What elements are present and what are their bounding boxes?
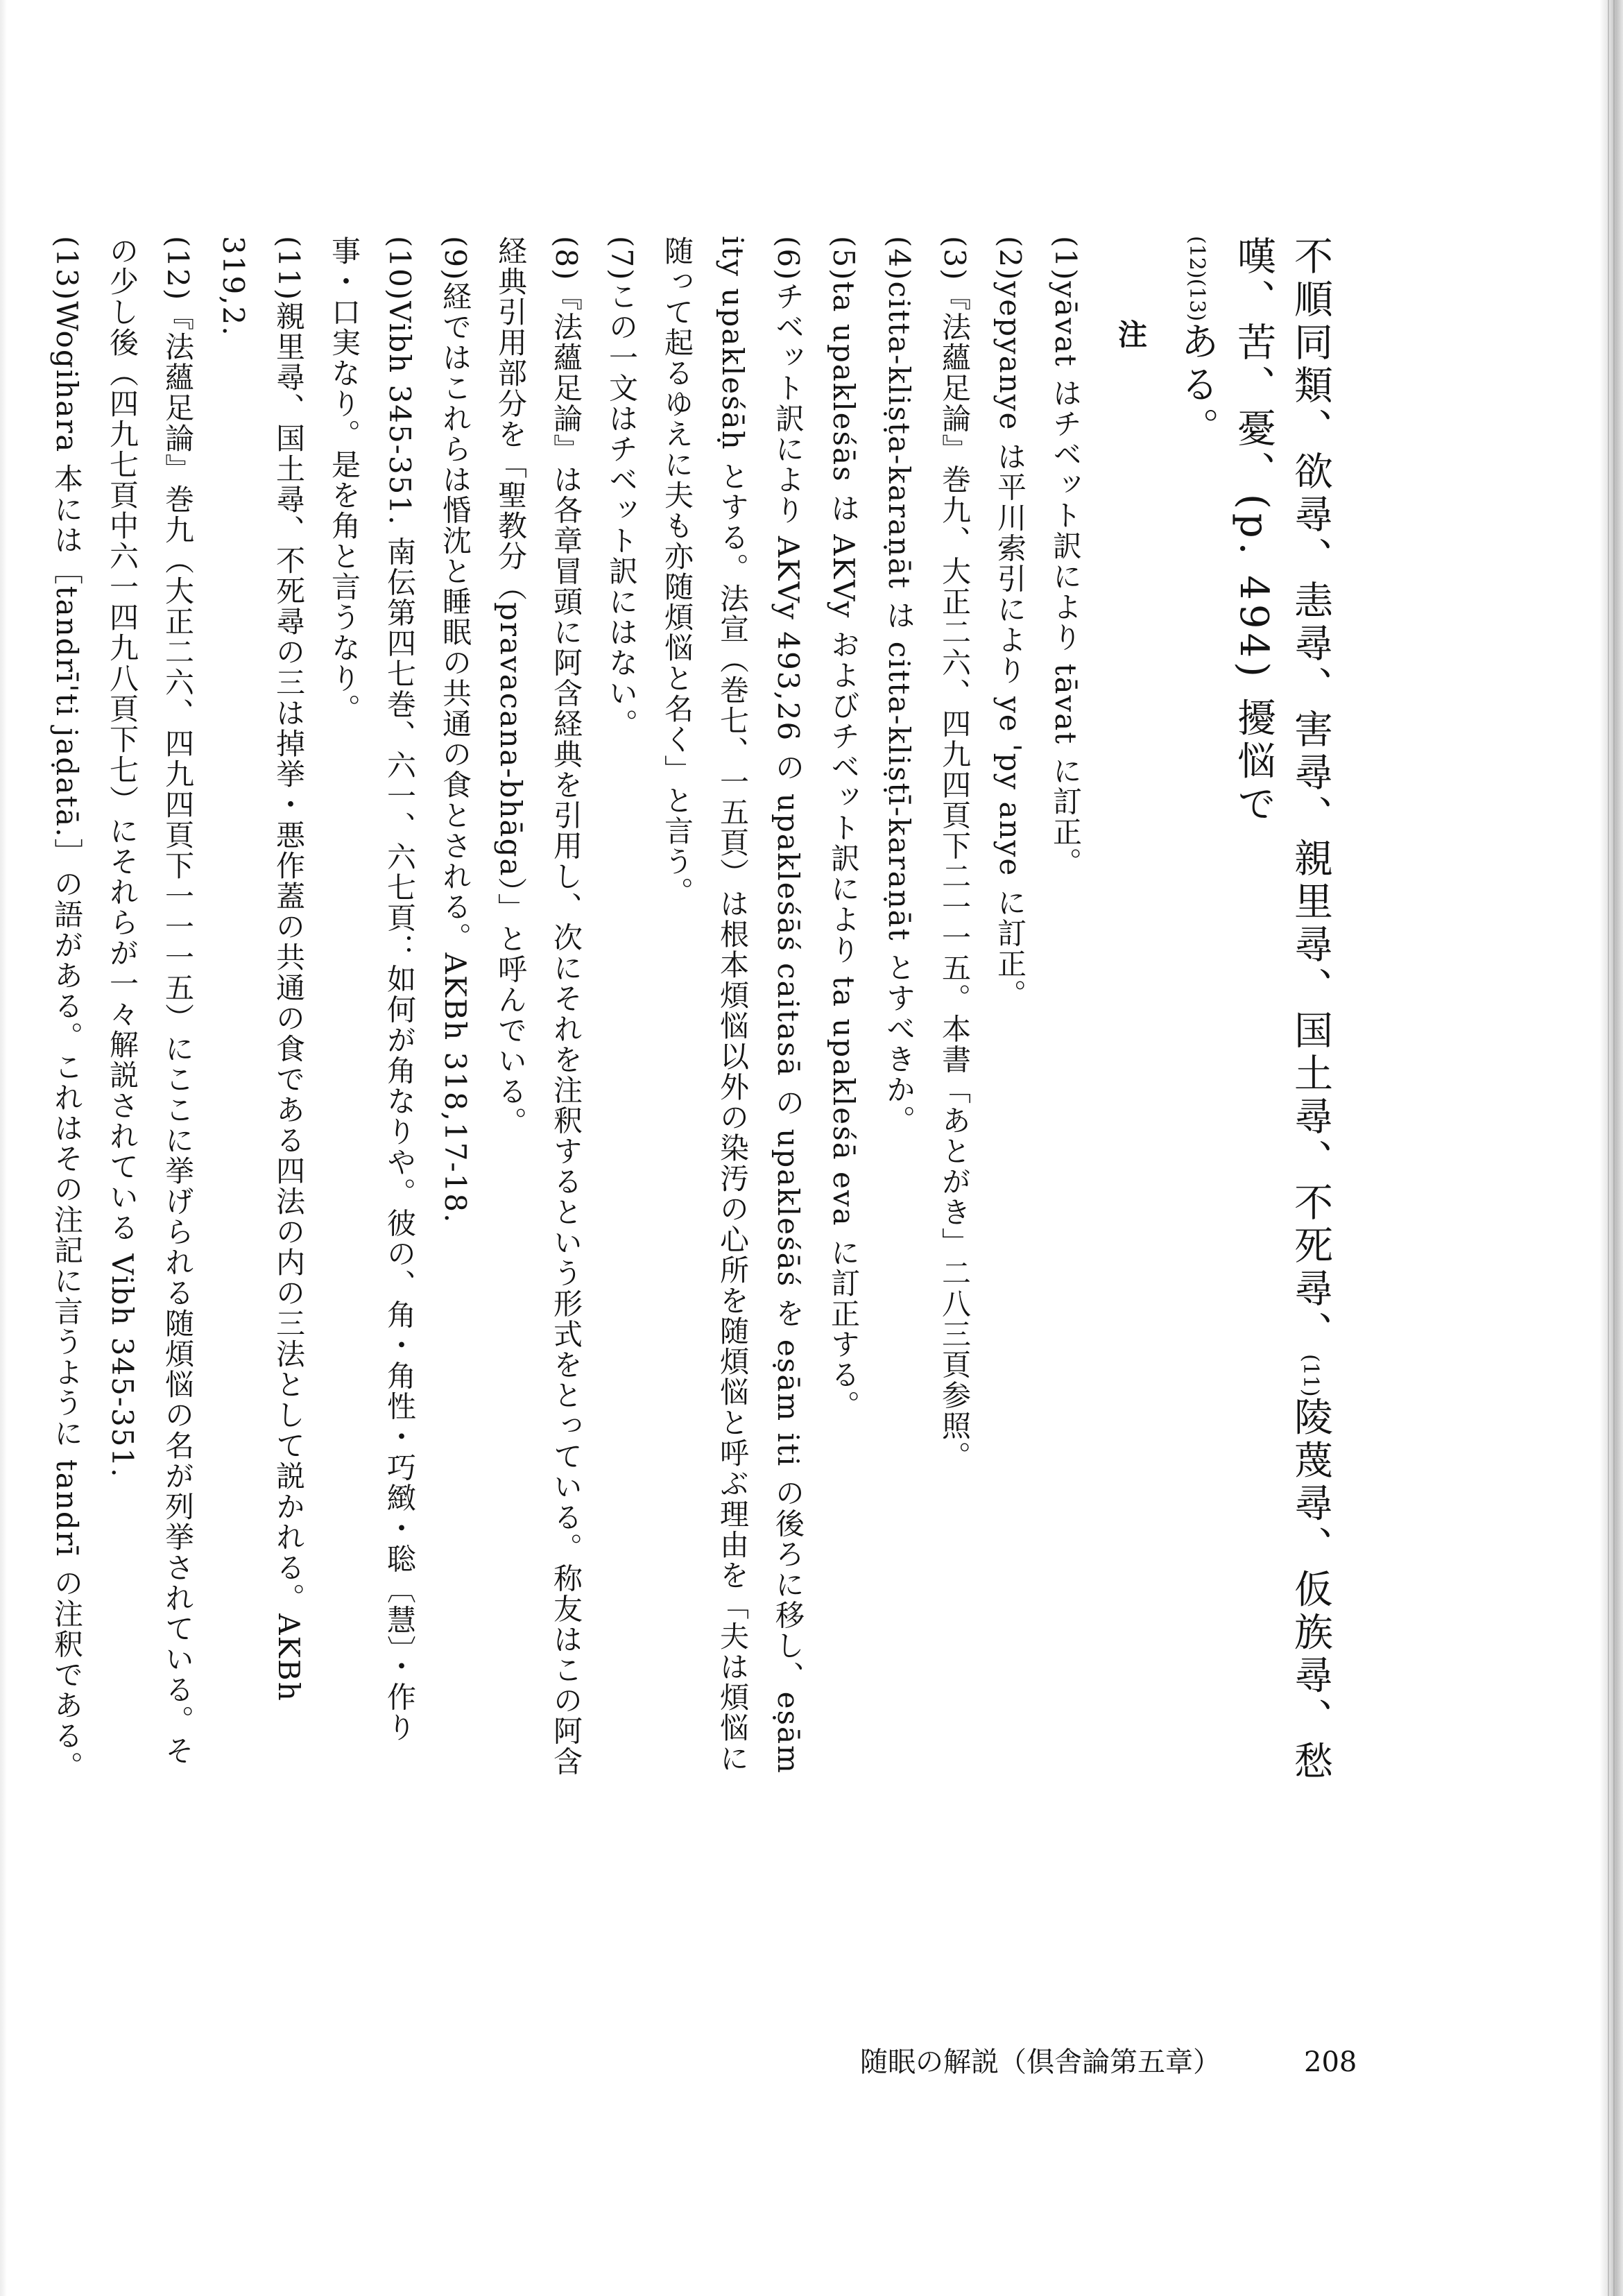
- footnote-number: (11): [272, 236, 306, 302]
- footnote-number: (10): [383, 236, 417, 302]
- body-text: 陵蔑尋、仮族尋、愁嘆、苦、憂、(p. 494) 擾悩で: [1231, 236, 1333, 1784]
- footnote-text: 親里尋、国土尋、不死尋の三は掉挙・悪作蓋の共通の食である四法の内の三法として説かれる。AKBh 319,2.: [216, 236, 306, 1702]
- footnote-text: チベット訳により AKVy 493,26 の upakleśāś caitasā の upakleśāś を eṣām iti の後ろに移し、eṣām ity upakleśāḥ とする。法宣（巻七、一五頁）は根本煩悩以外の染汚の心所を随煩悩と呼ぶ理由を「夫は煩悩に随って起るゆえに夫も亦随煩悩と名く」と言う。: [660, 236, 805, 1774]
- footnote: [927, 236, 982, 1797]
- footnote: [316, 236, 427, 1797]
- body-text: 不順同類、欲尋、恚尋、害尋、親里尋、国土尋、不死尋、: [1288, 236, 1333, 1354]
- scan-line: [1613, 0, 1615, 2296]
- scan-edge-right: [1599, 0, 1623, 2296]
- footnote-text: この一文はチベット訳にはない。: [605, 281, 639, 739]
- footnote: [205, 236, 316, 1797]
- footnote-number: (8): [549, 236, 583, 282]
- footnote: [982, 236, 1038, 1797]
- footnote-number: (1): [1049, 236, 1083, 282]
- footnote: [1038, 236, 1093, 1797]
- footnote-text: 『法蘊足論』は各章冒頭に阿含経典を引用し、次にそれを注釈するという形式をとっている。称友はこの阿含経典引用部分を「聖教分（pravacana-bhāga）」と呼んでいる。: [494, 236, 583, 1777]
- body-paragraph-line: [1168, 236, 1225, 1797]
- footnote-number: (9): [438, 236, 472, 282]
- page-number: 208: [1304, 2046, 1357, 2078]
- notes-heading: 注: [1114, 319, 1148, 348]
- footnote: [871, 236, 927, 1797]
- footnote: [39, 236, 94, 1797]
- footnote: [594, 236, 649, 1797]
- footnote-text: yepyanye は平川索引により ye 'py anye に訂正。: [993, 281, 1027, 1010]
- footnote-text: citta-kliṣṭa-karaṇāt は citta-kliṣṭī-karaṇāt とすべきか。: [882, 281, 916, 1136]
- body-text: ある。: [1174, 321, 1219, 451]
- footnote: [427, 236, 483, 1797]
- footnote: [649, 236, 816, 1797]
- scan-edge-left: [0, 0, 7, 2296]
- note-reference: (11): [1298, 1354, 1323, 1397]
- footnote: [816, 236, 871, 1797]
- footnote-text: ta upakleśās は AKVy およびチベット訳により ta upakleśā eva に訂正する。: [827, 281, 861, 1421]
- footnote-number: (13): [50, 236, 84, 302]
- footnote-number: (3): [938, 236, 972, 282]
- footnote-text: 『法蘊足論』巻九、大正二六、四九四頁下二一一五。本書「あとがき」二八三頁参照。: [938, 281, 972, 1472]
- scan-line: [1608, 0, 1609, 2296]
- footnote-text: Vibh 345-351. 南伝第四七巻、六一、六七頁：如何が角なりや。彼の、角・角性・巧緻・聡〔慧〕・作り事・口実なり。是を角と言うなり。: [327, 236, 417, 1743]
- footnote-number: (5): [827, 236, 861, 282]
- footnote: [94, 236, 205, 1797]
- note-reference: (12)(13): [1185, 236, 1209, 322]
- body-paragraph-line: [1225, 236, 1339, 1797]
- footnote-text: 『法蘊足論』巻九（大正二六、四九四頁下一一一五）にここに挙げられる随煩悩の名が列挙されている。その少し後（四九七頁中六一四九八頁下七）にそれらが一々解説されている Vibh 345-351.: [105, 236, 195, 1767]
- footnote: [483, 236, 594, 1797]
- footnote-number: (2): [993, 236, 1027, 282]
- page-text-column: [39, 236, 1339, 1797]
- footnote-number: (4): [882, 236, 916, 282]
- footnote-text: Wogihara 本には［tandrī'ti jaḍatā.］の語がある。これはその注記に言うように tandrī の注釈である。: [50, 301, 84, 1782]
- footnote-text: 経ではこれらは惛沈と睡眠の共通の食とされる。AKBh 318,17-18.: [438, 281, 472, 1224]
- footnote-text: yāvat はチベット訳により tāvat に訂正。: [1049, 281, 1083, 878]
- footnote-number: (7): [605, 236, 639, 282]
- footnote-number: (6): [771, 236, 805, 282]
- running-title: 随眠の解説（倶舎論第五章）: [860, 2046, 1221, 2078]
- footnote-number: (12): [161, 236, 195, 302]
